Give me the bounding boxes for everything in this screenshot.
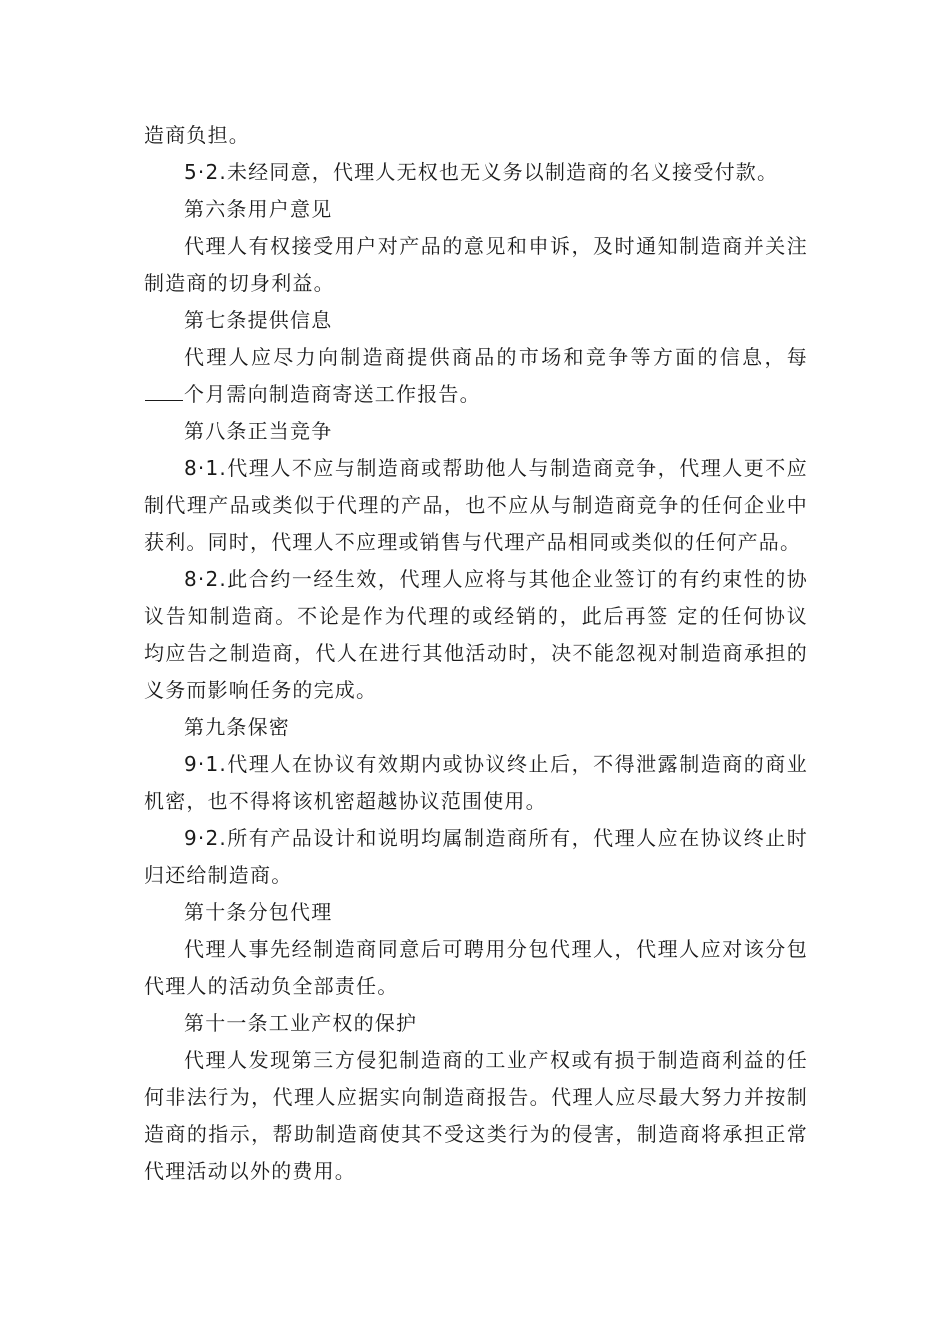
paragraph-carryover: 造商负担。	[144, 123, 250, 147]
paragraph-9-1: 9·1.代理人在协议有效期内或协议终止后，不得泄露制造商的商业机密，也不得将该机密超越协议范围使用。	[144, 752, 808, 813]
paragraph-11: 代理人发现第三方侵犯制造商的工业产权或有损于制造商利益的任何非法行为，代理人应据实向制造商报告。代理人应尽最大努力并按制造商的指示，帮助制造商使其不受这类行为的侵害，制造商将承担正常代理活动以外的费用。	[144, 1048, 808, 1183]
paragraph-10: 代理人事先经制造商同意后可聘用分包代理人，代理人应对该分包代理人的活动负全部责任。	[144, 937, 808, 998]
heading-article-8: 第八条正当竞争	[184, 419, 333, 443]
document-body	[144, 117, 808, 1190]
paragraph-8-1: 8·1.代理人不应与制造商或帮助他人与制造商竞争，代理人更不应制代理产品或类似于代理的产品，也不应从与制造商竞争的任何企业中获利。同时，代理人不应理或销售与代理产品相同或类似的任何产品。	[144, 456, 808, 554]
heading-article-9: 第九条保密	[184, 715, 290, 739]
heading-article-6: 第六条用户意见	[184, 197, 333, 221]
paragraph-6: 代理人有权接受用户对产品的意见和申诉，及时通知制造商并关注制造商的切身利益。	[144, 234, 808, 295]
heading-article-7: 第七条提供信息	[184, 308, 333, 332]
paragraph-8-2: 8·2.此合约一经生效，代理人应将与其他企业签订的有约束性的协议告知制造商。不论是作为代理的或经销的，此后再签 定的任何协议均应告之制造商，代人在进行其他活动时，决不能忽视对制造商承担的义务而影响任务的完成。	[144, 567, 808, 702]
paragraph-9-2: 9·2.所有产品设计和说明均属制造商所有，代理人应在协议终止时归还给制造商。	[144, 826, 808, 887]
paragraph-7	[144, 339, 808, 413]
paragraph-7-part-a: 代理人应尽力向制造商提供商品的市场和竞争等方面的信息，每	[184, 345, 808, 369]
fill-in-blank	[145, 380, 183, 401]
heading-article-10: 第十条分包代理	[184, 900, 333, 924]
paragraph-7-part-b: 个月需向制造商寄送工作报告。	[184, 382, 481, 406]
heading-article-11: 第十一条工业产权的保护	[184, 1011, 418, 1035]
paragraph-5-2: 5·2.未经同意，代理人无权也无义务以制造商的名义接受付款。	[184, 160, 779, 184]
